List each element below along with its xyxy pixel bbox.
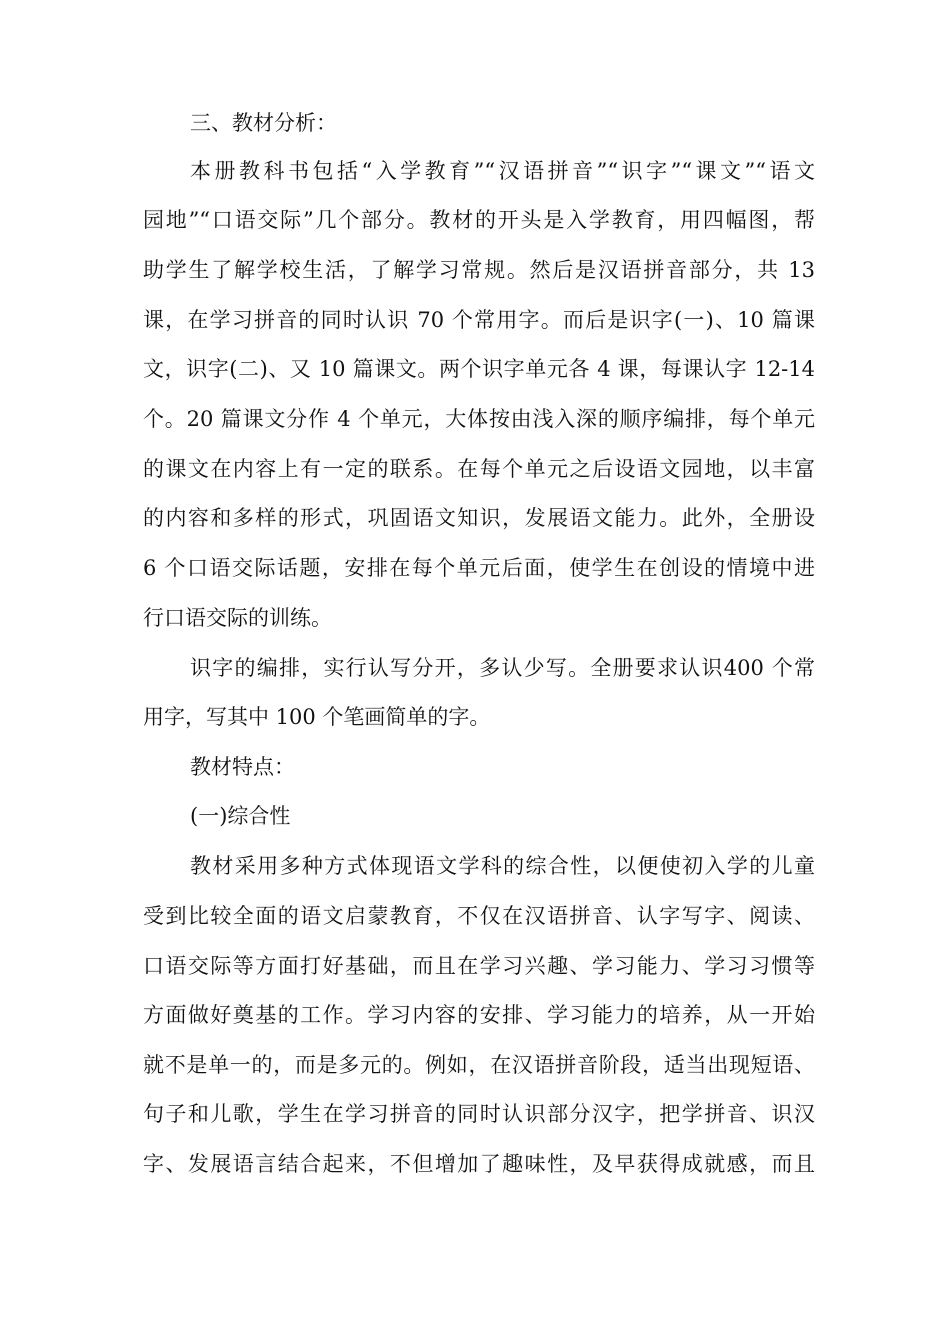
subheading-features: 教材特点： xyxy=(190,755,295,779)
paragraph-3-line: 字、发展语言结合起来，不但增加了趣味性，及早获得成就感，而且 xyxy=(143,1152,815,1176)
paragraph-3-line: 受到比较全面的语文启蒙教育，不仅在汉语拼音、认字写字、阅读、 xyxy=(143,904,815,928)
paragraph-3-line: 句子和儿歌，学生在学习拼音的同时认识部分汉字，把学拼音、识汉 xyxy=(143,1102,815,1126)
paragraph-2-line: 识字的编排，实行认写分开，多认少写。全册要求认识400 个常 xyxy=(190,656,815,680)
paragraph-3-line: 就不是单一的，而是多元的。例如，在汉语拼音阶段，适当出现短语、 xyxy=(143,1053,815,1077)
paragraph-1-line: 的内容和多样的形式，巩固语文知识，发展语文能力。此外，全册设 xyxy=(143,506,815,530)
paragraph-1-line: 园地”“口语交际”几个部分。教材的开头是入学教育，用四幅图，帮 xyxy=(143,208,815,232)
paragraph-3-line: 方面做好奠基的工作。学习内容的安排、学习能力的培养，从一开始 xyxy=(143,1003,815,1027)
paragraph-1-line: 个。20 篇课文分作 4 个单元，大体按由浅入深的顺序编排，每个单元 xyxy=(143,407,815,431)
paragraph-3-line: 教材采用多种方式体现语文学科的综合性，以便使初入学的儿童 xyxy=(190,854,815,878)
paragraph-2-line: 用字，写其中 100 个笔画简单的字。 xyxy=(143,705,491,729)
section-heading: 三、教材分析： xyxy=(190,111,337,135)
paragraph-3-line: 口语交际等方面打好基础，而且在学习兴趣、学习能力、学习习惯等 xyxy=(143,954,815,978)
paragraph-1-line: 本册教科书包括“入学教育”“汉语拼音”“识字”“课文”“语文 xyxy=(190,159,815,183)
paragraph-1-line: 的课文在内容上有一定的联系。在每个单元之后设语文园地，以丰富 xyxy=(143,457,815,481)
paragraph-1-line: 行口语交际的训练。 xyxy=(143,606,332,630)
paragraph-1-line: 文，识字(二)、又 10 篇课文。两个识字单元各 4 课，每课认字 12-14 xyxy=(143,357,815,381)
subheading-comprehensive: (一)综合性 xyxy=(190,804,291,828)
paragraph-1-line: 助学生了解学校生活，了解学习常规。然后是汉语拼音部分，共 13 xyxy=(143,258,815,282)
paragraph-1-line: 课，在学习拼音的同时认识 70 个常用字。而后是识字(一)、10 篇课 xyxy=(143,308,815,332)
paragraph-1-line: 6 个口语交际话题，安排在每个单元后面，使学生在创设的情境中进 xyxy=(143,556,815,580)
